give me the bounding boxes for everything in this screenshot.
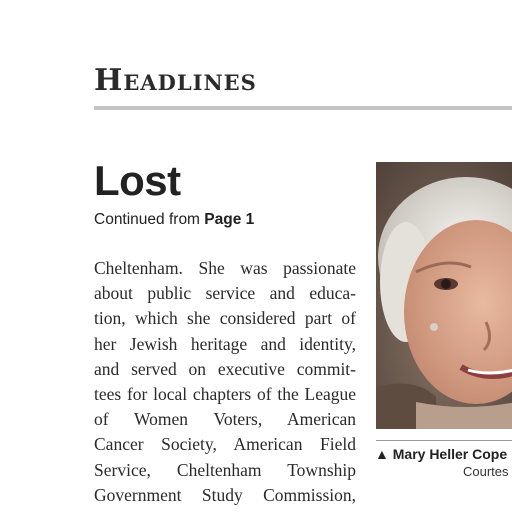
body-line: Cancer Society, American Field	[94, 434, 356, 455]
continued-from	[94, 211, 254, 229]
section-heading: Headlines	[94, 63, 257, 98]
body-line: her Jewish heritage and identity,	[94, 333, 356, 354]
body-line: tion, which she considered part of	[94, 308, 356, 329]
article-body	[94, 256, 356, 508]
body-line: Cheltenham. She was passionate	[94, 258, 356, 278]
caption-text: Mary Heller Cope	[392, 446, 508, 462]
caption-triangle-icon: ▲	[375, 446, 389, 462]
body-line: of Women Voters, American	[94, 409, 356, 430]
portrait-illustration	[376, 162, 512, 429]
body-line: about public service and educa-	[94, 283, 356, 304]
body-line: Service, Cheltenham Township	[94, 459, 356, 480]
continued-page-link[interactable]: Page 1	[204, 211, 255, 228]
portrait-photo	[376, 162, 512, 429]
photo-caption	[375, 446, 507, 462]
article-title: Lost	[94, 157, 181, 204]
caption-divider	[376, 440, 512, 441]
body-line: Government Study Commission,	[94, 484, 356, 505]
photo-credit: Courtes	[463, 464, 509, 479]
body-line: tees for local chapters of the League	[94, 384, 356, 405]
body-line: and served on executive commit-	[94, 358, 356, 379]
section-rule	[94, 106, 512, 110]
continued-prefix: Continued from	[94, 211, 205, 228]
